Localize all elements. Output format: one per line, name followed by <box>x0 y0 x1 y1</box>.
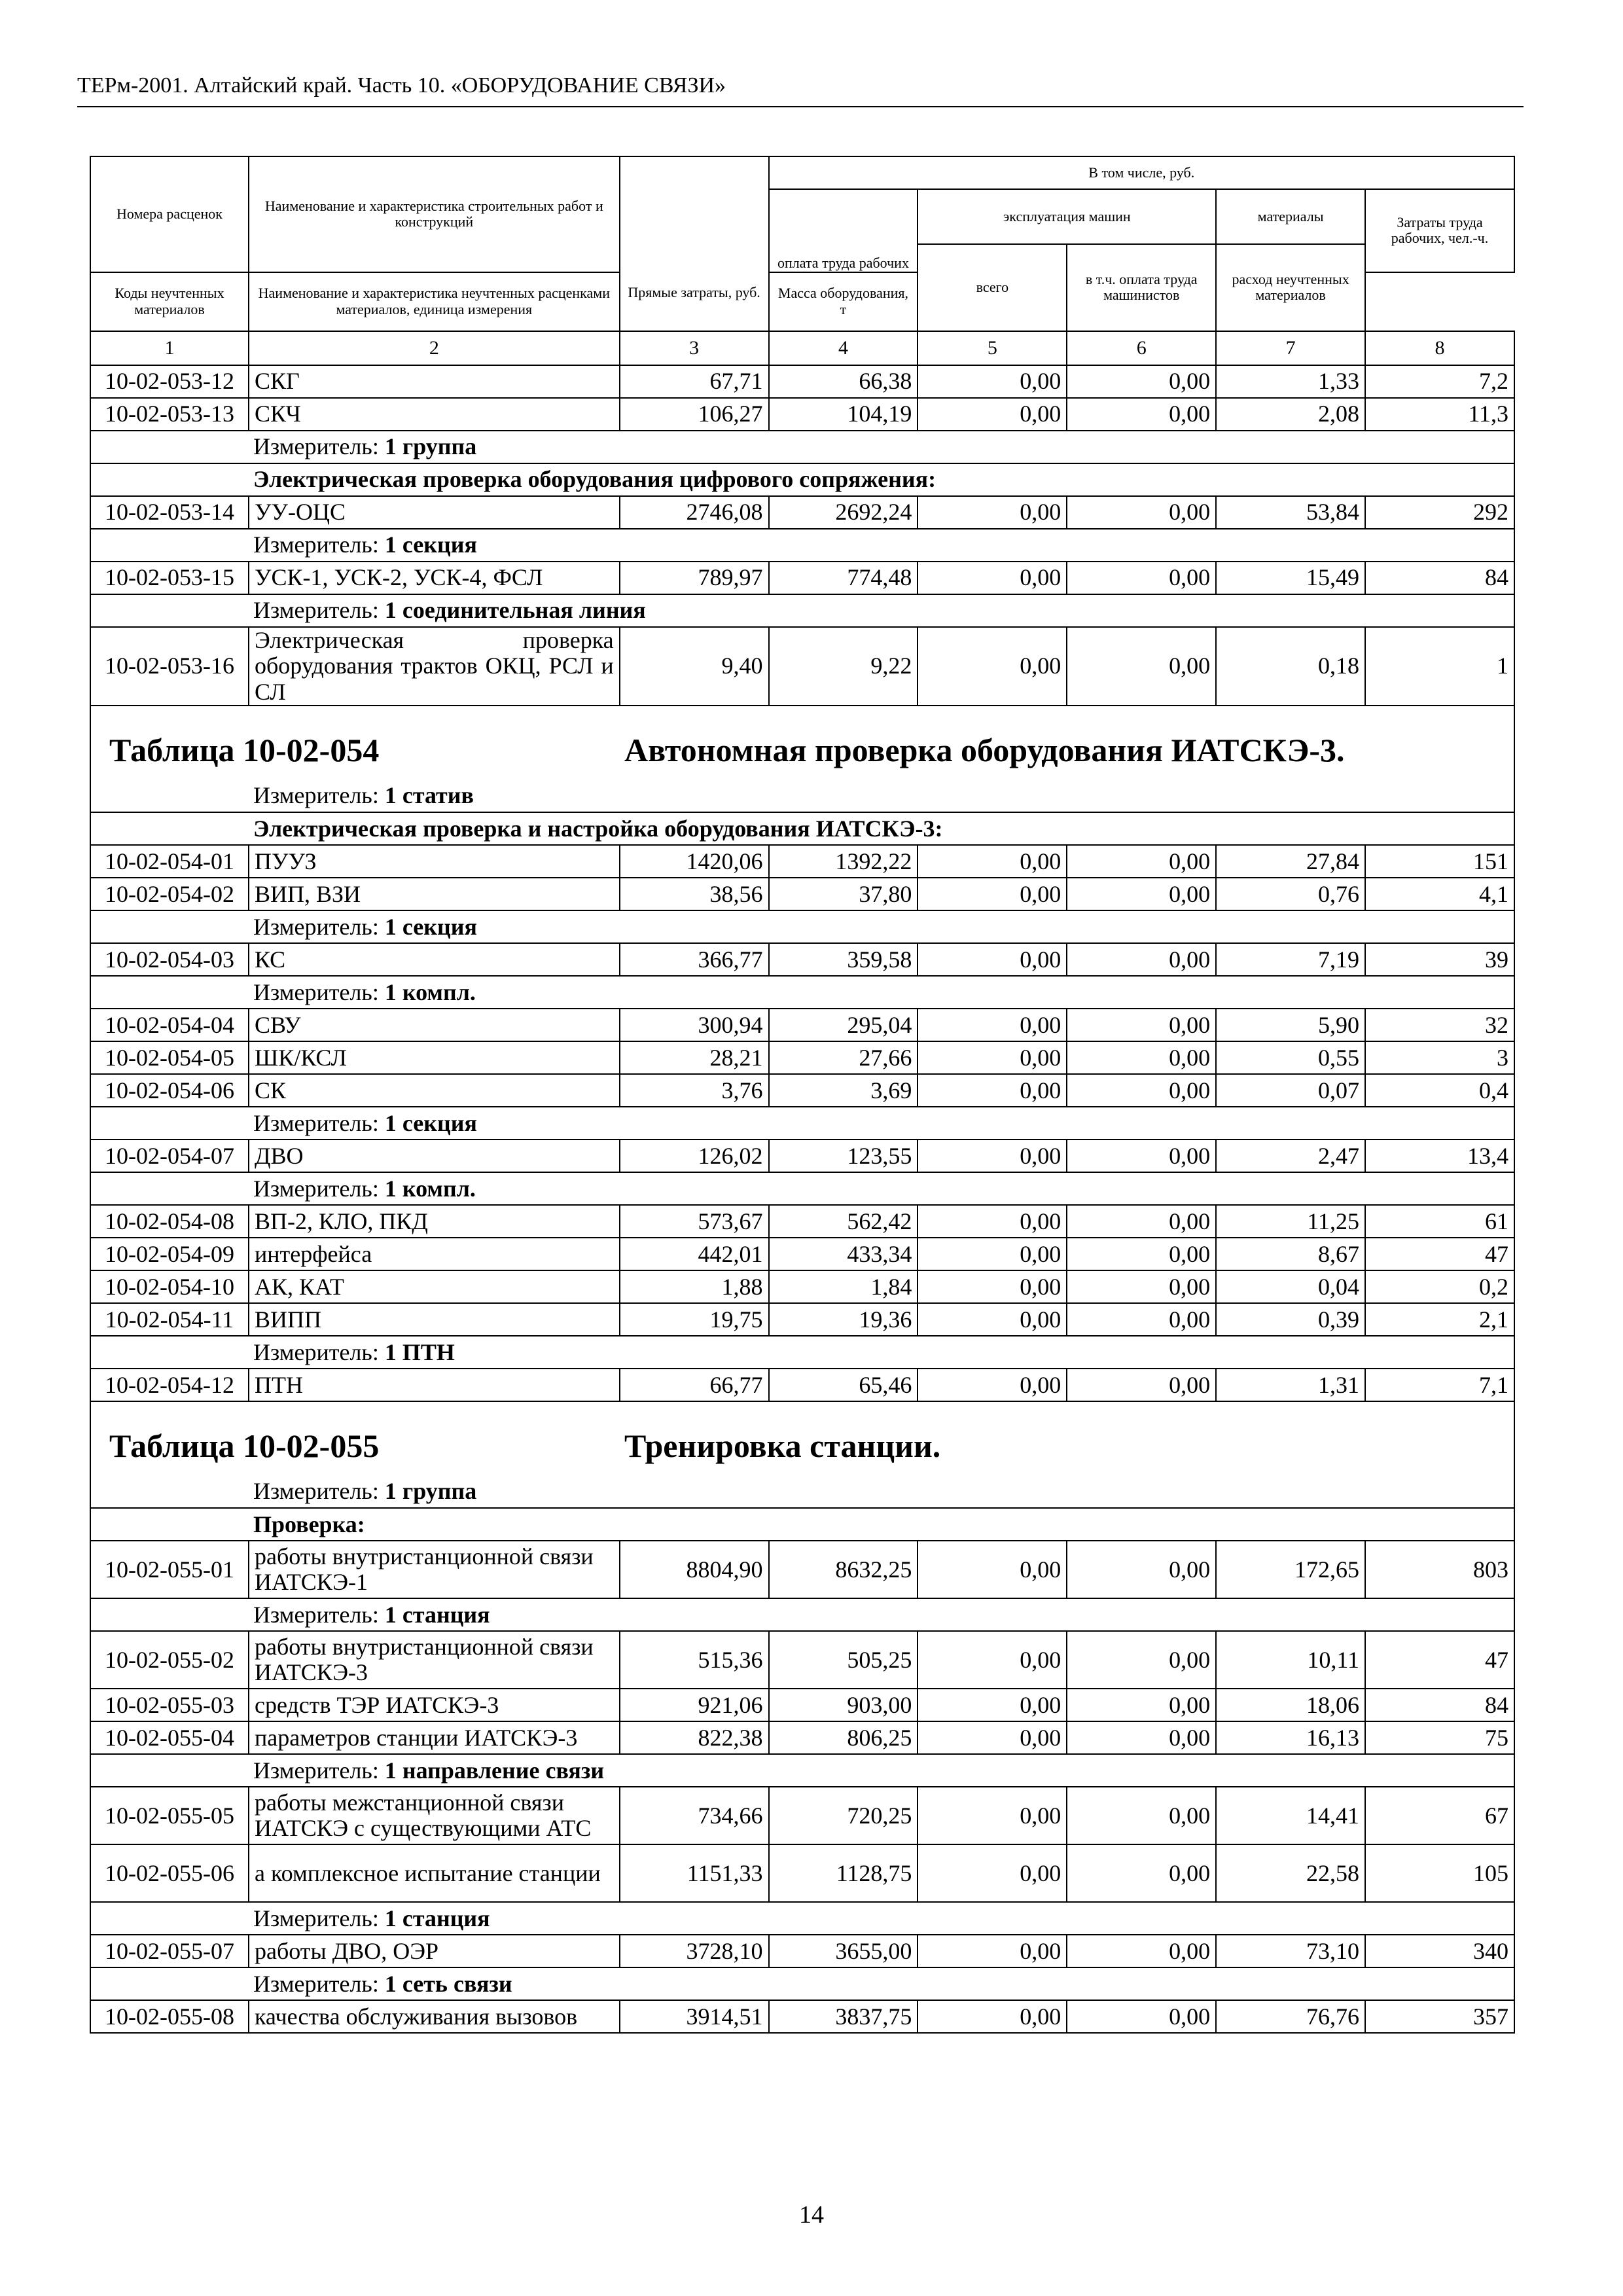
measure-row: Измеритель: 1 станция <box>90 1902 1514 1935</box>
table-row: 10-02-054-05 ШК/КСЛ 28,21 27,66 0,00 0,00 0,55 3 <box>90 1041 1514 1074</box>
table-row: 10-02-055-05 работы межстанционной связи ИАТСКЭ с существующими АТС 734,66 720,25 0,00 0,00 14,41 67 <box>90 1787 1514 1844</box>
table-title-code: Таблица 10-02-055 <box>109 1427 380 1465</box>
table-row: 10-02-055-04 параметров станции ИАТСКЭ-3 822,38 806,25 0,00 0,00 16,13 75 <box>90 1721 1514 1754</box>
table-row: 10-02-054-01 ПУУЗ 1420,06 1392,22 0,00 0,00 27,84 151 <box>90 845 1514 878</box>
table-row: 10-02-053-12 СКГ 67,71 66,38 0,00 0,00 1,33 7,2 <box>90 365 1514 398</box>
measure-row: Измеритель: 1 секция <box>90 529 1514 562</box>
column-numbers: 1 2 3 4 5 6 7 8 <box>90 331 1514 365</box>
measure-row: Измеритель: 1 секция <box>90 1107 1514 1139</box>
col-labor: оплата труда рабочих <box>769 189 918 272</box>
table-row: 10-02-054-11 ВИПП 19,75 19,36 0,00 0,00 0,39 2,1 <box>90 1303 1514 1336</box>
measure-row: Измеритель: 1 компл. <box>90 976 1514 1009</box>
table-title-code: Таблица 10-02-054 <box>109 732 380 769</box>
col-code: Номера расценок <box>90 156 249 272</box>
table-row: 10-02-054-02 ВИП, ВЗИ 38,56 37,80 0,00 0,00 0,76 4,1 <box>90 878 1514 910</box>
table-row: 10-02-054-12 ПТН 66,77 65,46 0,00 0,00 1,31 7,1 <box>90 1369 1514 1401</box>
col-unacc-codes: Коды неучтенных материалов <box>90 272 249 331</box>
header-rule <box>77 106 1524 107</box>
table-row: 10-02-053-15 УСК-1, УСК-2, УСК-4, ФСЛ 789,97 774,48 0,00 0,00 15,49 84 <box>90 562 1514 594</box>
section-row: Электрическая проверка и настройка оборудования ИАТСКЭ-3: <box>90 812 1514 845</box>
table-row: 10-02-055-02 работы внутристанционной связи ИАТСКЭ-3 515,36 505,25 0,00 0,00 10,11 47 <box>90 1631 1514 1689</box>
measure-row: Измеритель: 1 ПТН <box>90 1336 1514 1369</box>
col-mass: Масса оборудования, т <box>769 272 918 331</box>
table-title-054 <box>90 706 1514 780</box>
table-title-055 <box>90 1401 1514 1475</box>
measure-row: Измеритель: 1 секция <box>90 910 1514 943</box>
col-machines: эксплуатация машин <box>918 189 1216 244</box>
table-row: 10-02-055-06 а комплексное испытание станции 1151,33 1128,75 0,00 0,00 22,58 105 <box>90 1844 1514 1902</box>
col-labor-cost: Затраты труда рабочих, чел.-ч. <box>1365 189 1514 272</box>
rates-table <box>90 156 1515 2034</box>
col-materials: материалы <box>1216 189 1365 244</box>
table-row: 10-02-055-03 средств ТЭР ИАТСКЭ-3 921,06 903,00 0,00 0,00 18,06 84 <box>90 1689 1514 1721</box>
measure-row: Измеритель: 1 направление связи <box>90 1754 1514 1787</box>
col-machinists: в т.ч. оплата труда машинистов <box>1067 244 1216 331</box>
table-row: 10-02-055-07 работы ДВО, ОЭР 3728,10 3655,00 0,00 0,00 73,10 340 <box>90 1935 1514 1967</box>
table-row: 10-02-053-16 Электрическая проверка оборудования трактов ОКЦ, РСЛ и СЛ 9,40 9,22 0,00 0,00 0,18 1 <box>90 627 1514 706</box>
table-title-name: Тренировка станции. <box>624 1427 941 1465</box>
table-body <box>90 365 1514 2034</box>
measure-row: Измеритель: 1 статив <box>90 780 1514 812</box>
table-header <box>90 156 1514 365</box>
table-row: 10-02-055-08 качества обслуживания вызовов 3914,51 3837,75 0,00 0,00 76,76 357 <box>90 2000 1514 2033</box>
table-row: 10-02-054-08 ВП-2, КЛО, ПКД 573,67 562,42 0,00 0,00 11,25 61 <box>90 1205 1514 1238</box>
table-row: 10-02-054-10 АК, КАТ 1,88 1,84 0,00 0,00 0,04 0,2 <box>90 1270 1514 1303</box>
table-row: 10-02-055-01 работы внутристанционной связи ИАТСКЭ-1 8804,90 8632,25 0,00 0,00 172,65 803 <box>90 1541 1514 1598</box>
table-row: 10-02-053-13 СКЧ 106,27 104,19 0,00 0,00 2,08 11,3 <box>90 398 1514 431</box>
col-unacc-names: Наименование и характеристика неучтенных расценками материалов, единица измерения <box>249 272 620 331</box>
col-total: всего <box>918 244 1067 331</box>
measure-row: Измеритель: 1 сеть связи <box>90 1967 1514 2000</box>
table-row: 10-02-054-07 ДВО 126,02 123,55 0,00 0,00 2,47 13,4 <box>90 1139 1514 1172</box>
section-row: Электрическая проверка оборудования цифрового сопряжения: <box>90 463 1514 496</box>
measure-row: Измеритель: 1 группа <box>90 1475 1514 1508</box>
running-header: ТЕРм-2001. Алтайский край. Часть 10. «ОБОРУДОВАНИЕ СВЯЗИ» <box>77 73 726 98</box>
col-unacc-materials: расход неучтенных материалов <box>1216 244 1365 331</box>
measure-row: Измеритель: 1 соединительная линия <box>90 594 1514 627</box>
table-row: 10-02-053-14 УУ-ОЦС 2746,08 2692,24 0,00 0,00 53,84 292 <box>90 496 1514 529</box>
section-row: Проверка: <box>90 1508 1514 1541</box>
measure-row: Измеритель: 1 компл. <box>90 1172 1514 1205</box>
col-name: Наименование и характеристика строительных работ и конструкций <box>249 156 620 272</box>
table-row: 10-02-054-06 СК 3,76 3,69 0,00 0,00 0,07 0,4 <box>90 1074 1514 1107</box>
measure-row: Измеритель: 1 станция <box>90 1598 1514 1631</box>
table-row: 10-02-054-09 интерфейса 442,01 433,34 0,00 0,00 8,67 47 <box>90 1238 1514 1270</box>
table-row: 10-02-054-04 СВУ 300,94 295,04 0,00 0,00 5,90 32 <box>90 1009 1514 1041</box>
col-direct: Прямые затраты, руб. <box>620 156 769 331</box>
measure-row: Измеритель: 1 группа <box>90 431 1514 463</box>
col-incl: В том числе, руб. <box>769 156 1514 189</box>
page-number: 14 <box>799 2201 824 2229</box>
table-row: 10-02-054-03 КС 366,77 359,58 0,00 0,00 7,19 39 <box>90 943 1514 976</box>
table-title-name: Автономная проверка оборудования ИАТСКЭ-3. <box>624 732 1345 769</box>
